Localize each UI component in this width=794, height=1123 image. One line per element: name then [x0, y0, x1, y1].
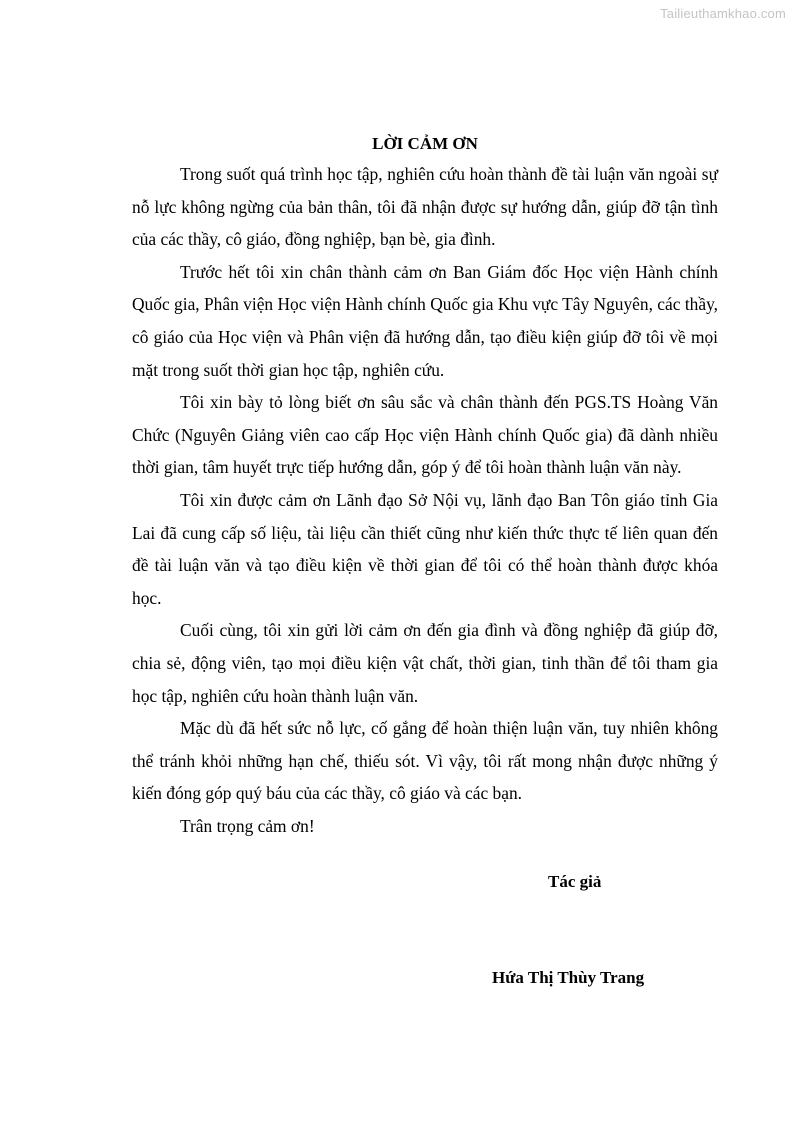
author-name: Hứa Thị Thùy Trang: [492, 968, 645, 987]
document-body: [132, 130, 718, 842]
paragraph-4: Tôi xin được cảm ơn Lãnh đạo Sở Nội vụ, lãnh đạo Ban Tôn giáo tỉnh Gia Lai đã cung cấp số liệu, tài liệu cần thiết cũng như kiến thức thực tế liên quan đến đề tài luận văn và tạo điều kiện về thời gian để tôi có thể hoàn thành được khóa học.: [132, 489, 718, 608]
closing-line: Trân trọng cảm ơn!: [180, 815, 315, 836]
author-label: Tác giả: [548, 872, 602, 891]
paragraph-6: Mặc dù đã hết sức nỗ lực, cố gắng để hoàn thiện luận văn, tuy nhiên không thể tránh khỏi những hạn chế, thiếu sót. Vì vậy, tôi rất mong nhận được những ý kiến đóng góp quý báu của các thầy, cô giáo và các bạn.: [132, 718, 718, 804]
paragraph-3: Tôi xin bày tỏ lòng biết ơn sâu sắc và chân thành đến PGS.TS Hoàng Văn Chức (Nguyên Giảng viên cao cấp Học viện Hành chính Quốc gia) đã dành nhiều thời gian, tâm huyết trực tiếp hướng dẫn, góp ý để tôi hoàn thành luận văn này.: [132, 392, 718, 478]
watermark: Tailieuthamkhao.com: [660, 6, 786, 21]
paragraph-2: Trước hết tôi xin chân thành cảm ơn Ban Giám đốc Học viện Hành chính Quốc gia, Phân viện Học viện Hành chính Quốc gia Khu vực Tây Nguyên, các thầy, cô giáo của Học viện và Phân viện đã hướng dẫn, tạo điều kiện giúp đỡ tôi về mọi mặt trong suốt thời gian học tập, nghiên cứu.: [132, 261, 718, 380]
paragraph-1: Trong suốt quá trình học tập, nghiên cứu hoàn thành đề tài luận văn ngoài sự nỗ lực không ngừng của bản thân, tôi đã nhận được sự hướng dẫn, giúp đỡ tận tình của các thầy, cô giáo, đồng nghiệp, bạn bè, gia đình.: [132, 164, 718, 250]
paragraph-5: Cuối cùng, tôi xin gửi lời cảm ơn đến gia đình và đồng nghiệp đã giúp đỡ, chia sẻ, động viên, tạo mọi điều kiện vật chất, thời gian, tinh thần để tôi tham gia học tập, nghiên cứu hoàn thành luận văn.: [132, 620, 718, 706]
page-title: LỜI CẢM ƠN: [372, 134, 478, 153]
